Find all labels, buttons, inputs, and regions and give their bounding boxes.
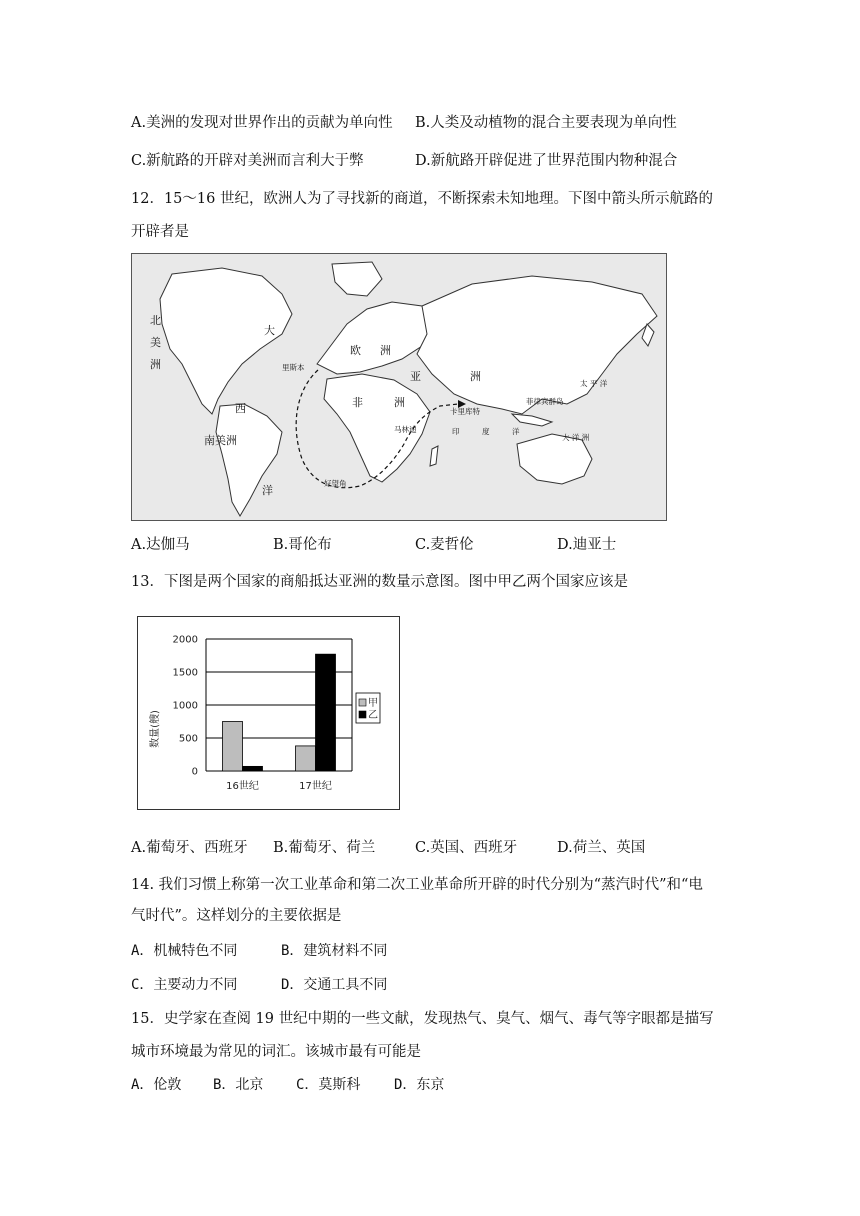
map-label-asia2: 洲 — [470, 370, 481, 383]
map-label-north: 北 — [150, 314, 161, 327]
q12-option-c: C.麦哲伦 — [415, 537, 474, 553]
legend-swatch-乙 — [359, 711, 366, 718]
map-label-lisbon: 里斯本 — [282, 363, 305, 372]
map-label-south-america: 南美洲 — [204, 434, 237, 447]
ship-count-chart-svg — [138, 617, 399, 809]
q13-option-c: C.英国、西班牙 — [415, 840, 518, 856]
q15-option-d: D．东京 — [394, 1077, 445, 1093]
q11-option-d: D.新航路开辟促进了世界范围内物种混合 — [415, 153, 678, 169]
map-label-europe1: 欧 — [350, 344, 361, 357]
y-axis-label: 数量(艘) — [150, 710, 161, 748]
madagascar-shape — [430, 446, 438, 466]
q13-option-b: B.葡萄牙、荷兰 — [273, 840, 376, 856]
bar-乙-17世纪 — [316, 654, 336, 771]
south-america-shape — [216, 404, 282, 516]
map-label-da: 大 — [264, 324, 275, 337]
world-map-svg — [132, 254, 666, 520]
q14-stem-line1: 14. 我们习惯上称第一次工业革命和第二次工业革命所开辟的时代分别为“蒸汽时代”和“电 — [131, 877, 703, 893]
map-label-indian1: 印 — [452, 427, 460, 436]
indonesia-shape — [512, 414, 552, 426]
x-category-label: 16世纪 — [226, 781, 259, 792]
map-label-america2: 洲 — [150, 358, 161, 371]
bar-甲-17世纪 — [296, 746, 316, 771]
q15-stem-line2: 城市环境最为常见的词汇。该城市最有可能是 — [131, 1044, 421, 1060]
q15-stem-line1: 15．史学家在查阅 19 世纪中期的一些文献，发现热气、臭气、烟气、毒气等字眼都是描写 — [131, 1011, 714, 1027]
y-tick-label: 1000 — [172, 700, 198, 712]
map-label-indian3: 洋 — [512, 427, 520, 436]
map-label-asia1: 亚 — [410, 370, 421, 383]
greenland-shape — [332, 262, 382, 296]
q11-option-c: C.新航路的开辟对美洲而言利大于弊 — [131, 153, 364, 169]
map-label-africa2: 洲 — [394, 396, 405, 409]
map-label-yang: 洋 — [262, 484, 273, 497]
q12-stem-line2: 开辟者是 — [131, 224, 189, 240]
q13-option-d: D.荷兰、英国 — [557, 840, 646, 856]
y-tick-label: 500 — [178, 733, 198, 745]
q12-option-b: B.哥伦布 — [273, 537, 332, 553]
q15-option-c: C．莫斯科 — [296, 1077, 361, 1093]
q13-stem: 13．下图是两个国家的商船抵达亚洲的数量示意图。图中甲乙两个国家应该是 — [131, 574, 628, 590]
y-tick-label: 2000 — [172, 634, 198, 646]
q14-stem-line2: 气时代”。这样划分的主要依据是 — [131, 908, 342, 924]
ship-count-chart — [137, 616, 400, 810]
y-tick-label: 0 — [191, 766, 198, 778]
q11-option-a: A.美洲的发现对世界作出的贡献为单向性 — [131, 115, 393, 131]
q13-option-a: A.葡萄牙、西班牙 — [131, 840, 248, 856]
q14-option-d: D．交通工具不同 — [281, 977, 388, 993]
legend-label-乙: 乙 — [368, 710, 378, 721]
map-label-xi: 西 — [235, 402, 246, 415]
q12-option-a: A.达伽马 — [131, 537, 190, 553]
map-label-calicut: 卡里库特 — [450, 407, 480, 416]
bar-甲-16世纪 — [223, 722, 243, 772]
map-label-pacific: 太 平 洋 — [580, 379, 608, 388]
europe-shape — [317, 302, 432, 374]
q14-option-b: B．建筑材料不同 — [281, 943, 388, 959]
q11-option-b: B.人类及动植物的混合主要表现为单向性 — [415, 115, 677, 131]
q12-option-d: D.迪亚士 — [557, 537, 617, 553]
world-map — [131, 253, 667, 521]
q14-option-c: C．主要动力不同 — [131, 977, 238, 993]
bar-乙-16世纪 — [243, 766, 263, 771]
q15-option-b: B．北京 — [213, 1077, 264, 1093]
north-america-shape — [160, 268, 292, 414]
map-label-malindi: 马林迪 — [394, 425, 417, 434]
q12-stem-line1: 12．15～16 世纪，欧洲人为了寻找新的商道，不断探索未知地理。下图中箭头所示航路的 — [131, 191, 713, 207]
map-label-africa1: 非 — [352, 396, 363, 409]
x-category-label: 17世纪 — [299, 781, 332, 792]
map-label-oceania: 大 洋 洲 — [562, 433, 590, 442]
asia-shape — [417, 276, 657, 414]
map-label-europe2: 洲 — [380, 344, 391, 357]
legend-label-甲: 甲 — [368, 698, 378, 709]
q15-option-a: A．伦敦 — [131, 1077, 182, 1093]
legend-swatch-甲 — [359, 699, 366, 706]
map-label-america1: 美 — [150, 336, 161, 349]
map-label-indian2: 度 — [482, 427, 490, 436]
q14-option-a: A．机械特色不同 — [131, 943, 238, 959]
map-label-philippines: 菲律宾群岛 — [526, 397, 564, 406]
map-label-cape: 好望角 — [324, 479, 347, 488]
y-tick-label: 1500 — [172, 667, 198, 679]
